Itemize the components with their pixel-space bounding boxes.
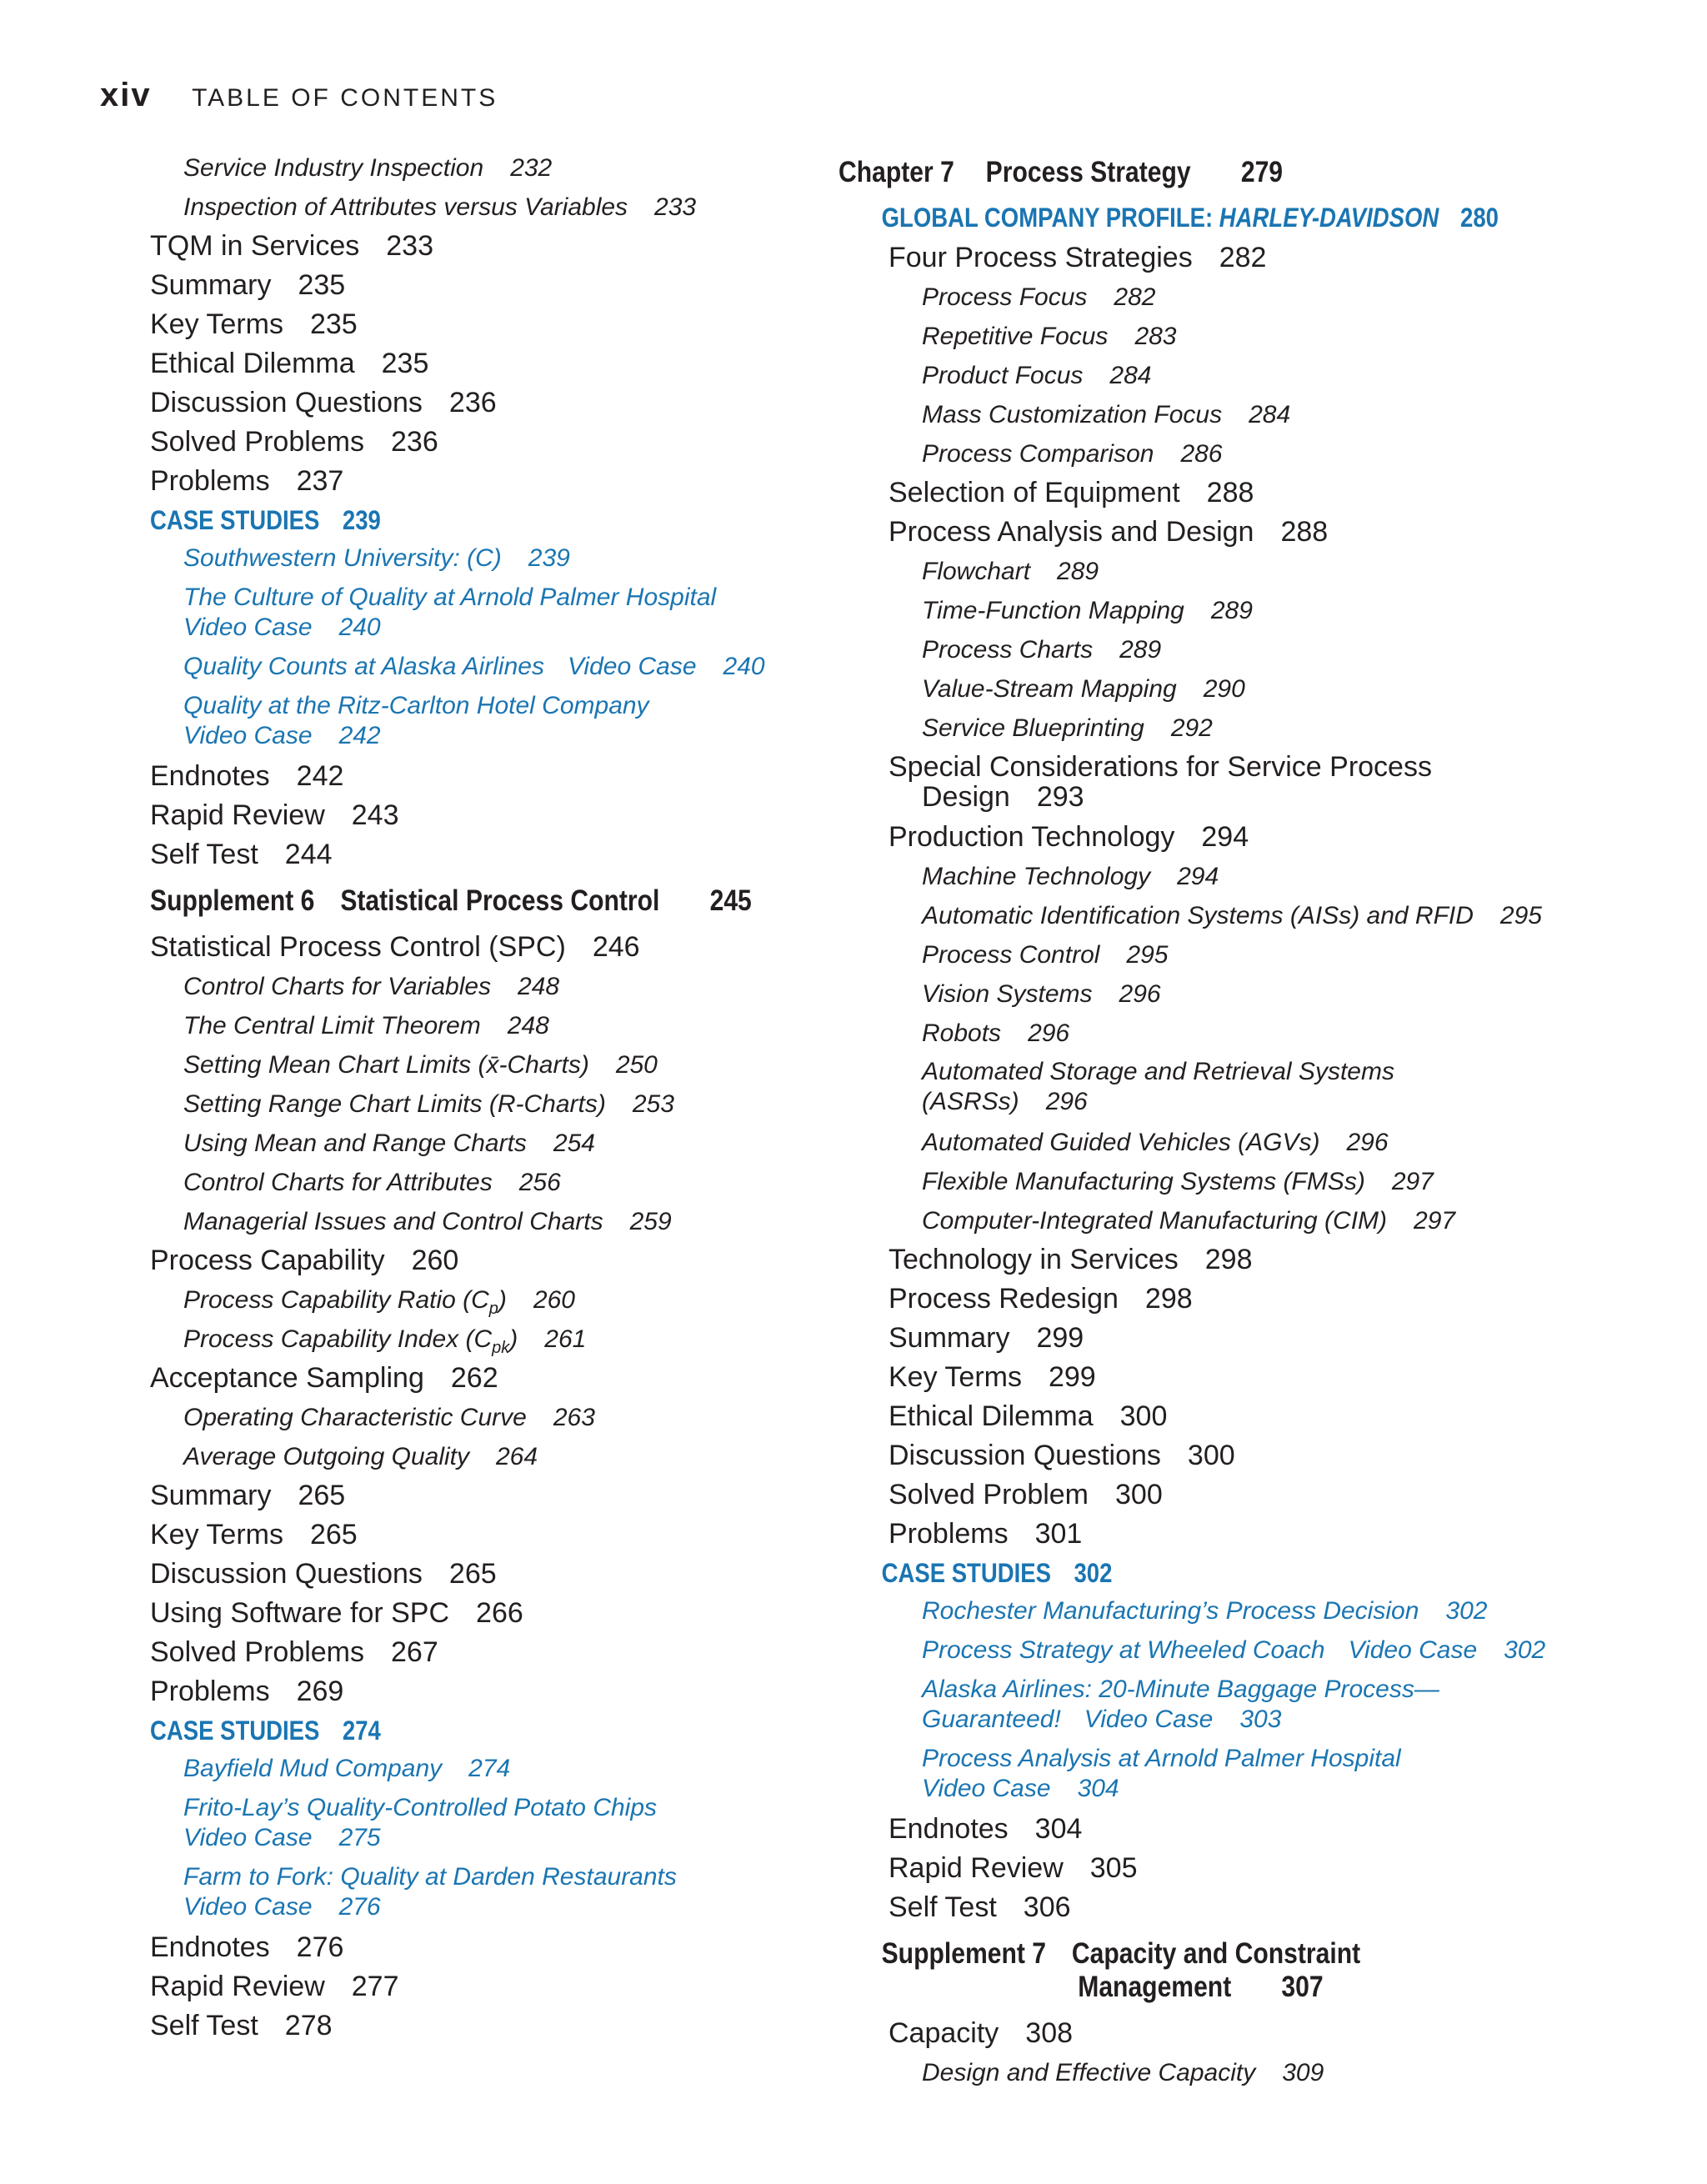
- toc-entry[interactable]: Inspection of Attributes versus Variables 233: [183, 193, 697, 221]
- toc-left-column: [150, 148, 833, 2046]
- toc-entry[interactable]: Vision Systems 296: [922, 980, 1161, 1008]
- toc-entry[interactable]: Solved Problems 236: [150, 426, 438, 458]
- toc-entry[interactable]: Setting Mean Chart Limits (x̄-Charts) 250: [183, 1051, 658, 1079]
- toc-entry[interactable]: Technology in Services 298: [889, 1244, 1253, 1275]
- toc-entry[interactable]: Self Test 244: [150, 839, 333, 870]
- toc-entry[interactable]: Automatic Identification Systems (AISs) and RFID 295: [922, 902, 1542, 929]
- toc-entry[interactable]: Time-Function Mapping 289: [922, 597, 1253, 624]
- supplement-6-heading[interactable]: Supplement 6 Statistical Process Control 245: [150, 884, 752, 917]
- toc-entry[interactable]: Summary 235: [150, 269, 346, 301]
- toc-entry[interactable]: Process Capability 260: [150, 1245, 459, 1276]
- toc-entry[interactable]: Problems 269: [150, 1676, 344, 1707]
- toc-entry[interactable]: Problems 301: [889, 1518, 1083, 1550]
- toc-entry[interactable]: Key Terms 299: [889, 1361, 1096, 1393]
- toc-right-column: [838, 148, 1680, 2092]
- toc-entry[interactable]: Self Test 306: [889, 1891, 1071, 1923]
- toc-entry[interactable]: Process Control 295: [922, 941, 1169, 969]
- toc-entry[interactable]: Mass Customization Focus 284: [922, 401, 1291, 428]
- toc-entry[interactable]: Discussion Questions 300: [889, 1440, 1235, 1471]
- case-studies-heading[interactable]: CASE STUDIES 274: [150, 1716, 381, 1746]
- toc-entry[interactable]: Product Focus 284: [922, 362, 1152, 389]
- case-study-entry[interactable]: Alaska Airlines: 20-Minute Baggage Process— Guaranteed! Video Case 303: [922, 1676, 1439, 1733]
- case-study-entry[interactable]: Rochester Manufacturing’s Process Decision 302: [922, 1597, 1488, 1625]
- toc-entry[interactable]: Computer-Integrated Manufacturing (CIM) 297: [922, 1207, 1456, 1235]
- toc-entry[interactable]: Automated Guided Vehicles (AGVs) 296: [922, 1129, 1389, 1156]
- toc-entry[interactable]: Service Blueprinting 292: [922, 714, 1213, 742]
- case-study-entry[interactable]: The Culture of Quality at Arnold Palmer Hospital Video Case 240: [183, 584, 717, 641]
- toc-entry[interactable]: Process Capability Index $(C_{pk})$ 261: [183, 1325, 587, 1357]
- supplement-7-heading[interactable]: Supplement 7 Capacity and Constraint Management 307: [881, 1937, 1361, 2003]
- toc-entry[interactable]: Special Considerations for Service Process Design 293: [889, 751, 1432, 813]
- toc-entry[interactable]: Discussion Questions 236: [150, 387, 497, 418]
- running-head: TABLE OF CONTENTS: [192, 84, 498, 112]
- toc-entry[interactable]: Key Terms 265: [150, 1519, 358, 1550]
- toc-entry[interactable]: Process Redesign 298: [889, 1283, 1193, 1315]
- toc-entry[interactable]: Rapid Review 243: [150, 799, 399, 831]
- toc-entry[interactable]: The Central Limit Theorem 248: [183, 1012, 549, 1039]
- toc-entry[interactable]: Design and Effective Capacity 309: [922, 2059, 1324, 2086]
- toc-entry[interactable]: Endnotes 276: [150, 1931, 344, 1963]
- case-study-entry[interactable]: Process Strategy at Wheeled Coach Video Case 302: [922, 1636, 1546, 1664]
- toc-entry[interactable]: Process Analysis and Design 288: [889, 516, 1329, 548]
- toc-entry[interactable]: Discussion Questions 265: [150, 1558, 497, 1590]
- toc-entry[interactable]: Summary 299: [889, 1322, 1084, 1354]
- case-study-entry[interactable]: Quality at the Ritz-Carlton Hotel Company Video Case 242: [183, 692, 649, 749]
- toc-entry[interactable]: Robots 296: [922, 1019, 1070, 1047]
- toc-entry[interactable]: Production Technology 294: [889, 821, 1249, 853]
- toc-entry[interactable]: Solved Problems 267: [150, 1636, 438, 1668]
- case-study-entry[interactable]: Quality Counts at Alaska Airlines Video Case 240: [183, 653, 765, 680]
- toc-entry[interactable]: Process Capability Ratio $(C_p)$ 260: [183, 1286, 575, 1318]
- toc-entry[interactable]: Selection of Equipment 288: [889, 477, 1254, 508]
- toc-entry[interactable]: Operating Characteristic Curve 263: [183, 1404, 595, 1431]
- toc-entry[interactable]: Value-Stream Mapping 290: [922, 675, 1245, 703]
- toc-entry[interactable]: Service Industry Inspection 232: [183, 154, 553, 182]
- toc-entry[interactable]: Four Process Strategies 282: [889, 242, 1267, 273]
- toc-entry[interactable]: Flexible Manufacturing Systems (FMSs) 297: [922, 1168, 1434, 1195]
- toc-entry[interactable]: Machine Technology 294: [922, 863, 1219, 890]
- toc-entry[interactable]: Control Charts for Variables 248: [183, 973, 560, 1000]
- case-study-entry[interactable]: Bayfield Mud Company 274: [183, 1755, 511, 1782]
- toc-entry[interactable]: Statistical Process Control (SPC) 246: [150, 931, 640, 963]
- toc-entry[interactable]: Control Charts for Attributes 256: [183, 1169, 561, 1196]
- case-study-entry[interactable]: Frito-Lay’s Quality-Controlled Potato Chips Video Case 275: [183, 1794, 658, 1851]
- toc-entry[interactable]: Problems 237: [150, 465, 344, 497]
- toc-entry[interactable]: Repetitive Focus 283: [922, 323, 1177, 350]
- toc-entry[interactable]: Using Software for SPC 266: [150, 1597, 523, 1629]
- toc-entry[interactable]: Using Mean and Range Charts 254: [183, 1130, 595, 1157]
- toc-entry[interactable]: Key Terms 235: [150, 308, 358, 340]
- toc-entry[interactable]: Capacity 308: [889, 2017, 1074, 2049]
- toc-entry[interactable]: Setting Range Chart Limits (R-Charts) 253: [183, 1090, 674, 1118]
- toc-entry[interactable]: Summary 265: [150, 1480, 346, 1511]
- toc-entry[interactable]: Acceptance Sampling 262: [150, 1362, 498, 1394]
- toc-entry[interactable]: Process Focus 282: [922, 283, 1156, 311]
- case-study-entry[interactable]: Farm to Fork: Quality at Darden Restaurants Video Case 276: [183, 1863, 677, 1921]
- toc-entry[interactable]: Process Comparison 286: [922, 440, 1223, 468]
- toc-entry[interactable]: TQM in Services 233: [150, 230, 433, 262]
- global-company-profile[interactable]: GLOBAL COMPANY PROFILE: HARLEY-DAVIDSON 280: [881, 203, 1499, 233]
- case-studies-heading[interactable]: CASE STUDIES 239: [150, 505, 381, 535]
- page-folio: xiv: [100, 77, 152, 113]
- toc-entry[interactable]: Flowchart 289: [922, 558, 1099, 585]
- toc-entry[interactable]: Rapid Review 305: [889, 1852, 1138, 1884]
- case-studies-heading[interactable]: CASE STUDIES 302: [881, 1558, 1113, 1588]
- toc-entry[interactable]: Endnotes 304: [889, 1813, 1083, 1845]
- toc-entry[interactable]: Process Charts 289: [922, 636, 1162, 664]
- toc-entry[interactable]: Rapid Review 277: [150, 1971, 399, 2002]
- case-study-entry[interactable]: Process Analysis at Arnold Palmer Hospital Video Case 304: [922, 1745, 1401, 1802]
- toc-entry[interactable]: Solved Problem 300: [889, 1479, 1163, 1510]
- chapter-7-heading[interactable]: Chapter 7 Process Strategy 279: [838, 156, 1284, 188]
- toc-entry[interactable]: Managerial Issues and Control Charts 259: [183, 1208, 672, 1235]
- toc-entry[interactable]: Ethical Dilemma 235: [150, 348, 429, 379]
- case-study-entry[interactable]: Southwestern University: (C) 239: [183, 544, 570, 572]
- toc-entry[interactable]: Self Test 278: [150, 2010, 333, 2041]
- toc-entry[interactable]: Automated Storage and Retrieval Systems (ASRSs) 296: [922, 1058, 1394, 1115]
- toc-entry[interactable]: Average Outgoing Quality 264: [183, 1443, 538, 1470]
- toc-entry[interactable]: Ethical Dilemma 300: [889, 1400, 1168, 1432]
- page-header: [100, 77, 498, 114]
- toc-entry[interactable]: Endnotes 242: [150, 760, 344, 792]
